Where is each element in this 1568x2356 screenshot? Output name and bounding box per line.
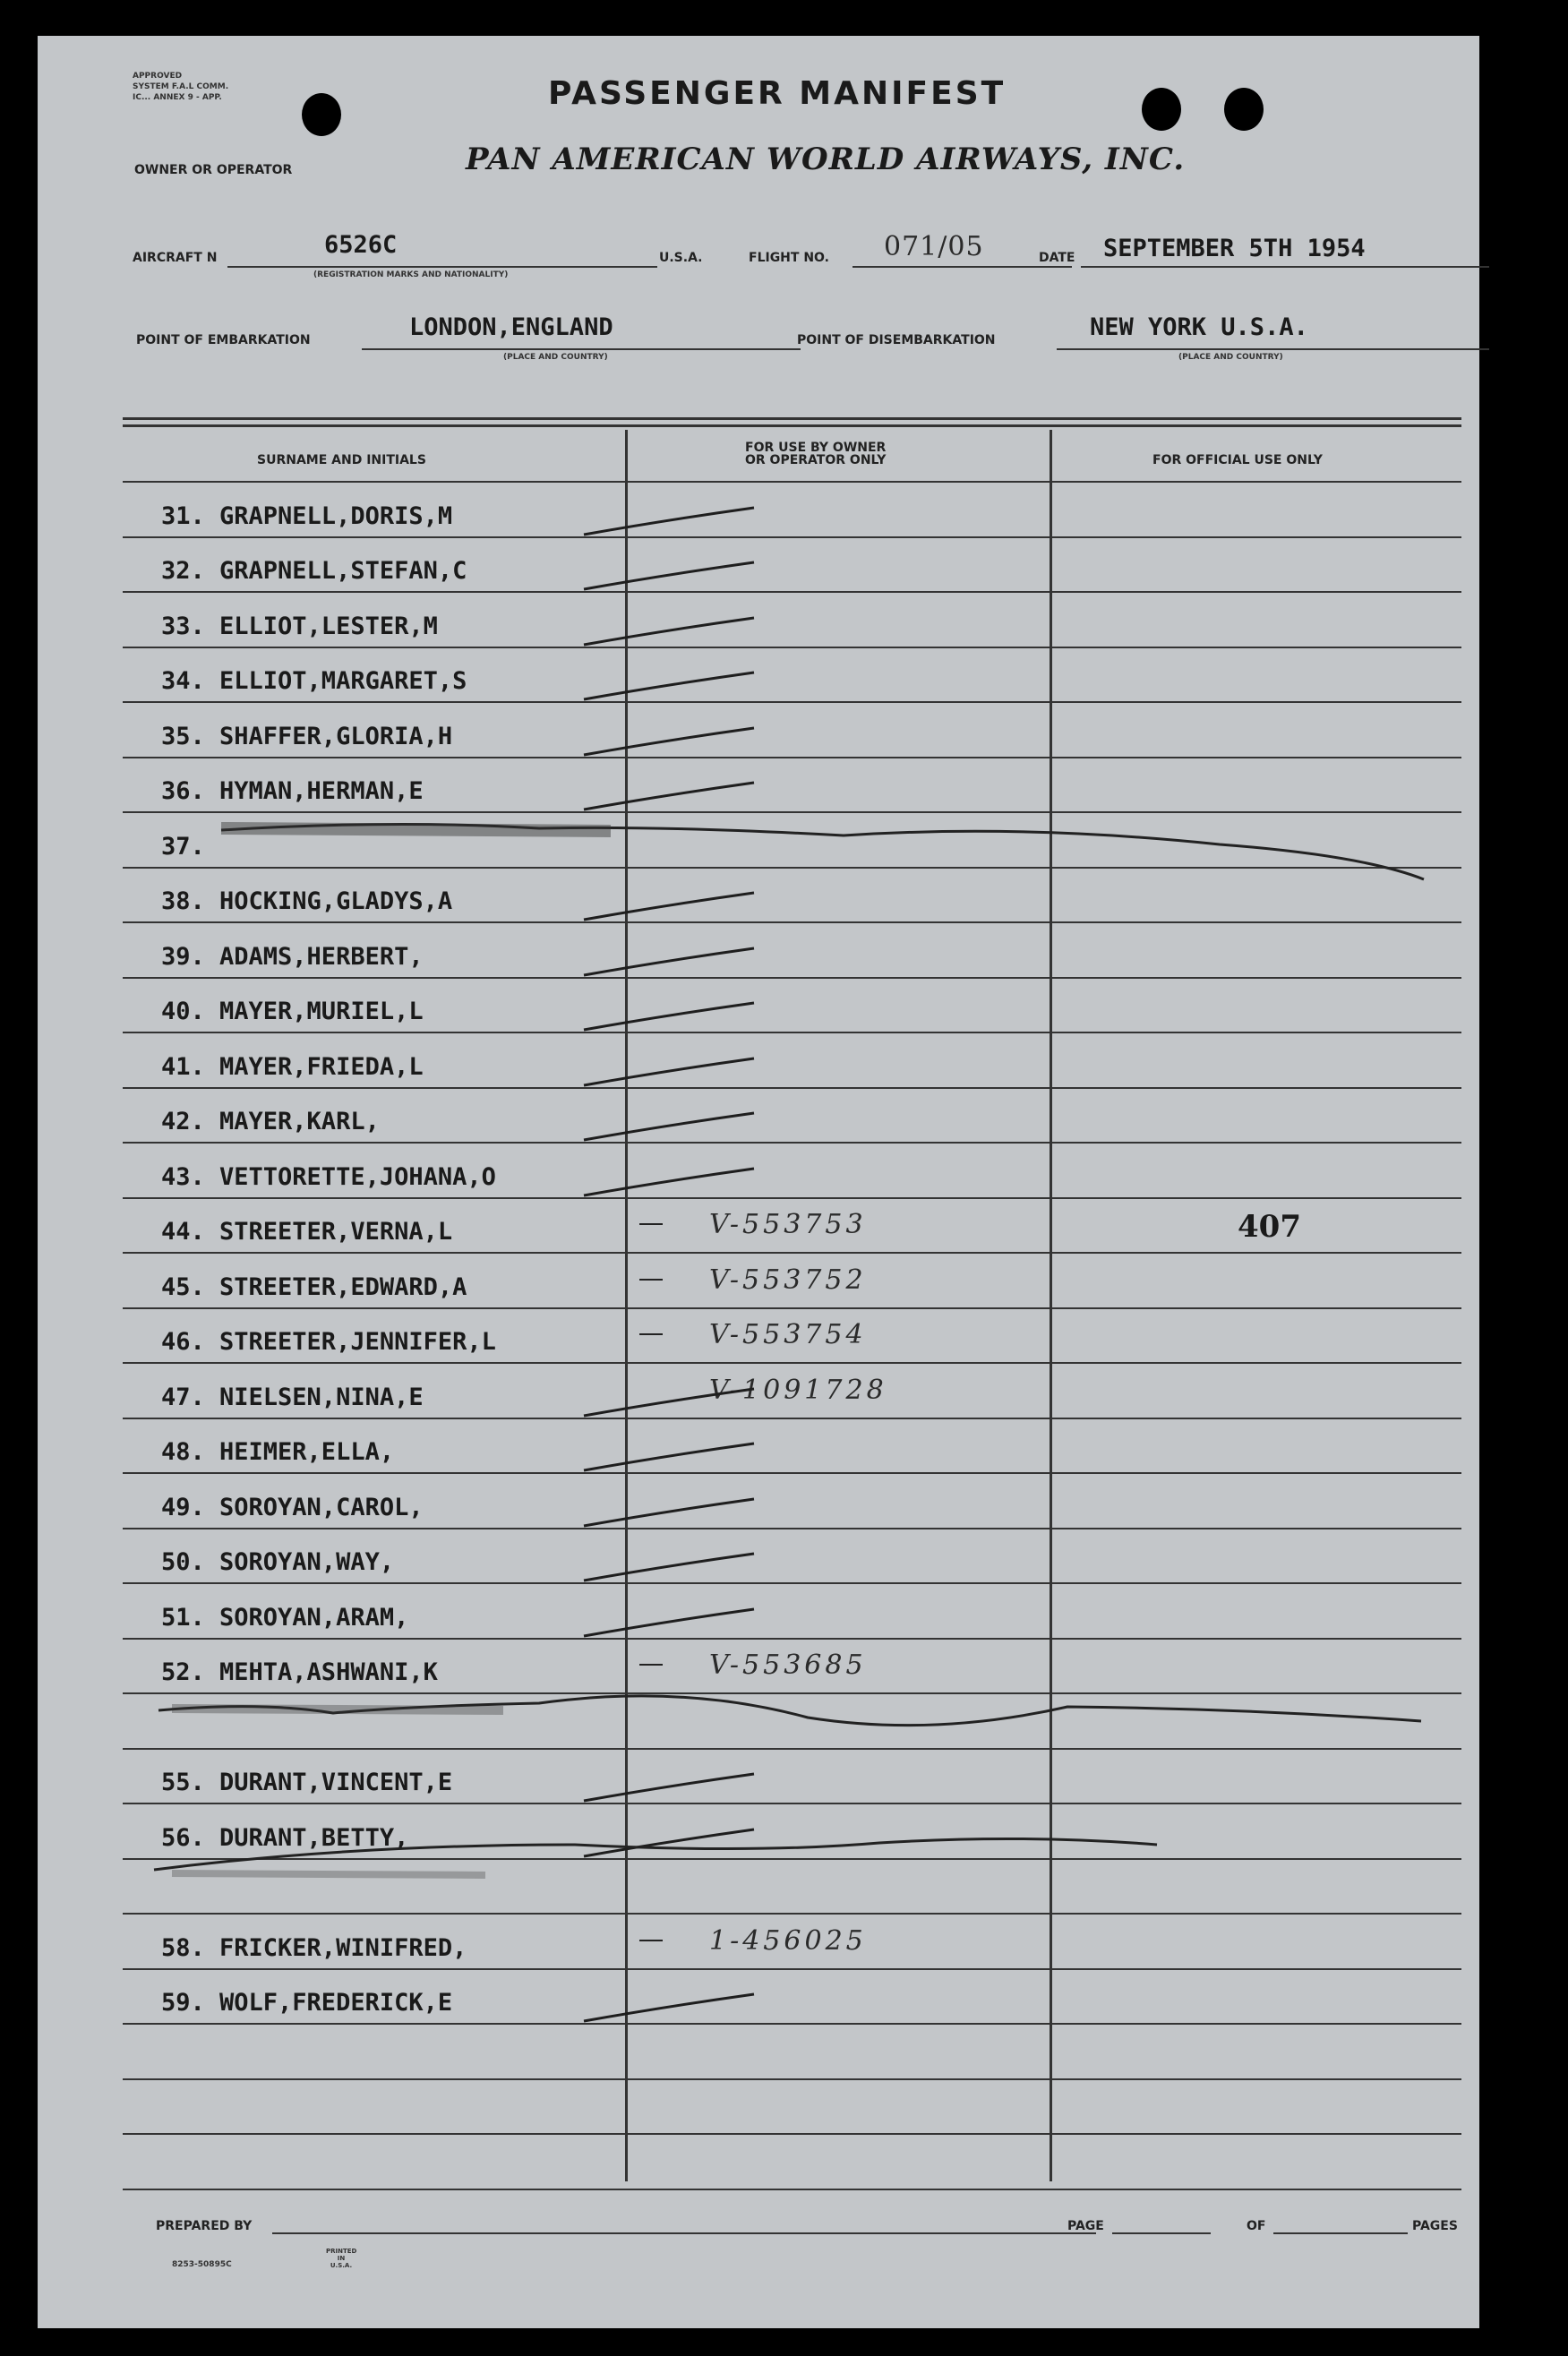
approval-line: IC... ANNEX 9 - APP. — [133, 93, 222, 102]
passenger-name: 35. SHAFFER,GLORIA,H — [161, 722, 453, 750]
approval-line: APPROVED — [133, 72, 183, 81]
usa-label: U.S.A. — [659, 251, 703, 265]
document-title: PASSENGER MANIFEST — [548, 75, 1007, 112]
owner-note: V-1091728 — [709, 1374, 887, 1406]
flight-label: FLIGHT NO. — [749, 251, 829, 265]
embarkation-note: (PLACE AND COUNTRY) — [503, 353, 608, 362]
aircraft-label: AIRCRAFT N — [133, 251, 218, 265]
owner-label: OWNER OR OPERATOR — [134, 163, 293, 177]
owner-note: V-553753 — [709, 1209, 867, 1240]
approval-line: SYSTEM F.A.L COMM. — [133, 82, 229, 91]
passenger-name: 38. HOCKING,GLADYS,A — [161, 887, 453, 915]
passenger-name: 44. STREETER,VERNA,L — [161, 1218, 453, 1246]
passenger-name: 51. SOROYAN,ARAM, — [161, 1603, 409, 1632]
column-header-owner: OR OPERATOR ONLY — [745, 453, 887, 467]
airline-name: PAN AMERICAN WORLD AIRWAYS, INC. — [466, 141, 1186, 177]
owner-note: V-553754 — [709, 1319, 867, 1350]
embarkation-place: LONDON,ENGLAND — [409, 313, 613, 341]
passenger-name: 31. GRAPNELL,DORIS,M — [161, 501, 453, 530]
registration-note: (REGISTRATION MARKS AND NATIONALITY) — [313, 270, 509, 279]
aircraft-number: 6526C — [324, 231, 398, 259]
passenger-name: 46. STREETER,JENNIFER,L — [161, 1328, 496, 1356]
passenger-name: 36. HYMAN,HERMAN,E — [161, 777, 424, 805]
owner-note: V-553685 — [709, 1649, 867, 1681]
disembarkation-note: (PLACE AND COUNTRY) — [1178, 353, 1283, 362]
disembarkation-label: POINT OF DISEMBARKATION — [797, 333, 996, 347]
flight-number: 071/05 — [884, 231, 984, 262]
passenger-name: 45. STREETER,EDWARD,A — [161, 1272, 467, 1301]
passenger-name: 49. SOROYAN,CAROL, — [161, 1493, 424, 1521]
column-header-official: FOR OFFICIAL USE ONLY — [1152, 453, 1323, 467]
manifest-sheet — [38, 36, 1479, 2328]
pen-marks — [38, 36, 1479, 2328]
passenger-name: 58. FRICKER,WINIFRED, — [161, 1933, 467, 1962]
union-label: PRINTED IN U.S.A. — [326, 2248, 357, 2269]
passenger-name: 42. MAYER,KARL, — [161, 1108, 380, 1135]
passenger-name: 55. DURANT,VINCENT,E — [161, 1769, 453, 1796]
passenger-name: 41. MAYER,FRIEDA,L — [161, 1052, 424, 1081]
passenger-name: 40. MAYER,MURIEL,L — [161, 998, 424, 1025]
embarkation-label: POINT OF EMBARKATION — [136, 333, 311, 347]
page-label: PAGE — [1067, 2219, 1104, 2233]
passenger-name: 56. DURANT,BETTY, — [161, 1823, 409, 1852]
prepared-by-label: PREPARED BY — [156, 2219, 253, 2233]
column-header-owner: FOR USE BY OWNER — [745, 441, 887, 455]
passenger-name: 43. VETTORETTE,JOHANA,O — [161, 1162, 496, 1191]
passenger-name: 47. NIELSEN,NINA,E — [161, 1383, 424, 1411]
passenger-name: 52. MEHTA,ASHWANI,K — [161, 1658, 438, 1686]
passenger-name: 39. ADAMS,HERBERT, — [161, 942, 424, 971]
form-number: 8253-50895C — [172, 2260, 232, 2269]
of-label: OF — [1247, 2219, 1266, 2233]
owner-note: 1-456025 — [709, 1924, 867, 1957]
flight-date: SEPTEMBER 5TH 1954 — [1103, 235, 1366, 262]
passenger-name: 33. ELLIOT,LESTER,M — [161, 612, 438, 640]
passenger-name: 37. — [161, 832, 205, 861]
pages-label: PAGES — [1412, 2219, 1458, 2233]
date-label: DATE — [1039, 251, 1075, 265]
owner-note: V-553752 — [709, 1264, 867, 1296]
passenger-name: 34. ELLIOT,MARGARET,S — [161, 667, 467, 695]
passenger-name: 59. WOLF,FREDERICK,E — [161, 1989, 453, 2017]
column-header-surname: SURNAME AND INITIALS — [257, 453, 426, 467]
official-entry: 407 — [1238, 1209, 1301, 1245]
disembarkation-place: NEW YORK U.S.A. — [1090, 313, 1308, 341]
passenger-name: 48. HEIMER,ELLA, — [161, 1438, 395, 1466]
passenger-name: 32. GRAPNELL,STEFAN,C — [161, 557, 467, 585]
passenger-name: 50. SOROYAN,WAY, — [161, 1548, 395, 1576]
